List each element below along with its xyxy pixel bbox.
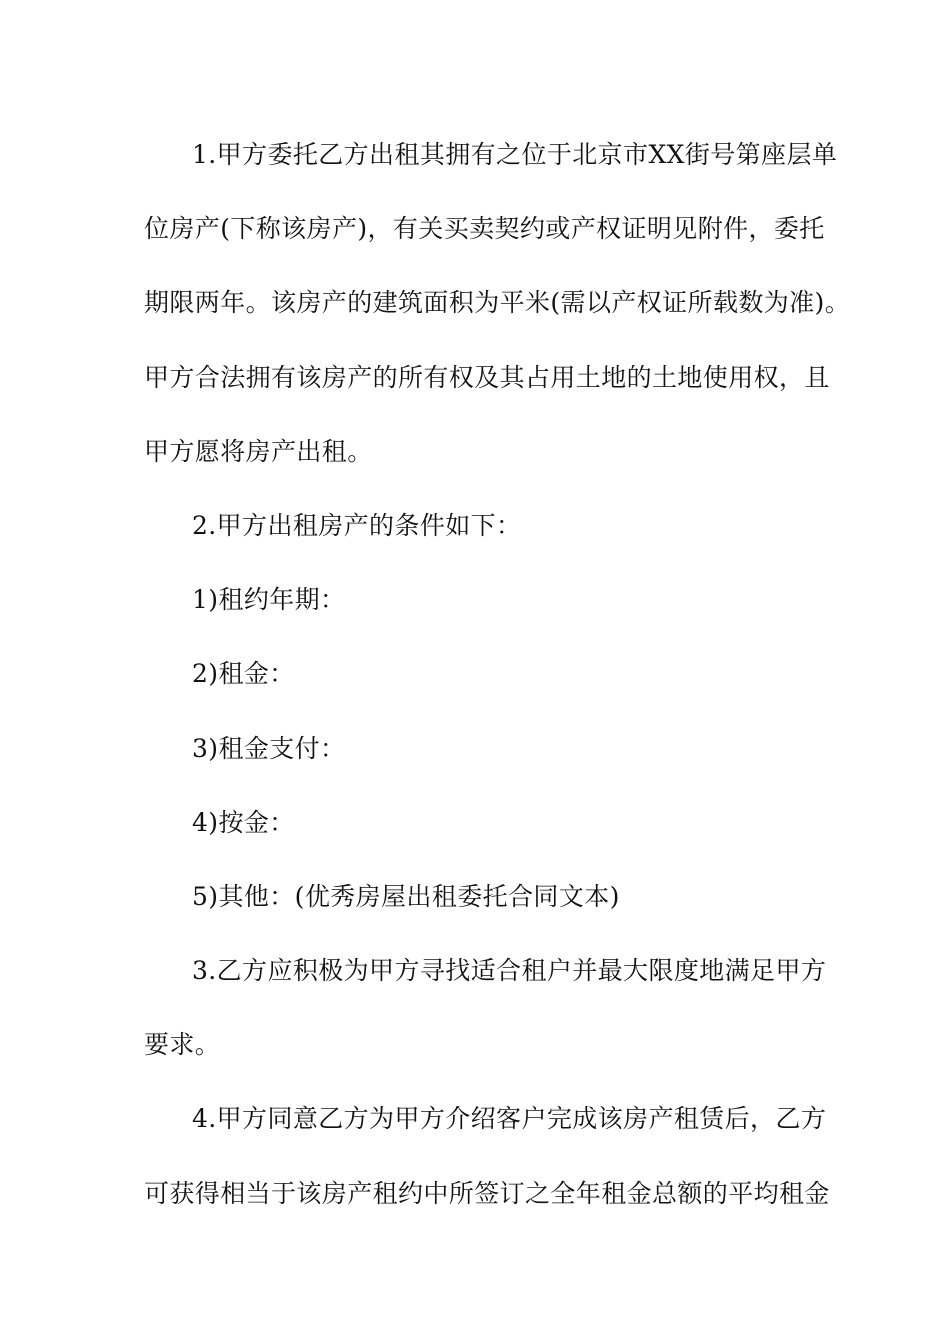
document-body: [144, 118, 851, 1231]
condition-other: 5)其他：(优秀房屋出租委托合同文本): [192, 881, 620, 911]
clause-3-line-1: 3.乙方应积极为甲方寻找适合租户并最大限度地满足甲方: [192, 956, 827, 986]
condition-rent-payment: 3)租金支付：: [192, 733, 346, 763]
clause-1-line-1: 1.甲方委托乙方出租其拥有之位于北京市XX街号第座层单: [192, 140, 838, 169]
clause-3-line-2: 要求。: [144, 1030, 221, 1060]
condition-lease-term: 1)租约年期：: [192, 585, 346, 615]
clause-1-line-3: 期限两年。该房产的建筑面积为平米(需以产权证所载数为准)。: [144, 288, 851, 318]
clause-4-line-1: 4.甲方同意乙方为甲方介绍客户完成该房产租赁后，乙方: [192, 1104, 827, 1134]
clause-1-line-5: 甲方愿将房产出租。: [144, 436, 373, 466]
clause-1-line-4: 甲方合法拥有该房产的所有权及其占用土地的土地使用权，且: [144, 362, 830, 392]
clause-1-line-2: 位房产(下称该房产)，有关买卖契约或产权证明见附件，委托: [144, 214, 825, 244]
clause-2-heading: 2.甲方出租房产的条件如下：: [192, 510, 522, 540]
clause-4-line-2: 可获得相当于该房产租约中所签订之全年租金总额的平均租金: [144, 1178, 830, 1208]
condition-deposit: 4)按金：: [192, 807, 295, 837]
condition-rent: 2)租金：: [192, 659, 295, 689]
